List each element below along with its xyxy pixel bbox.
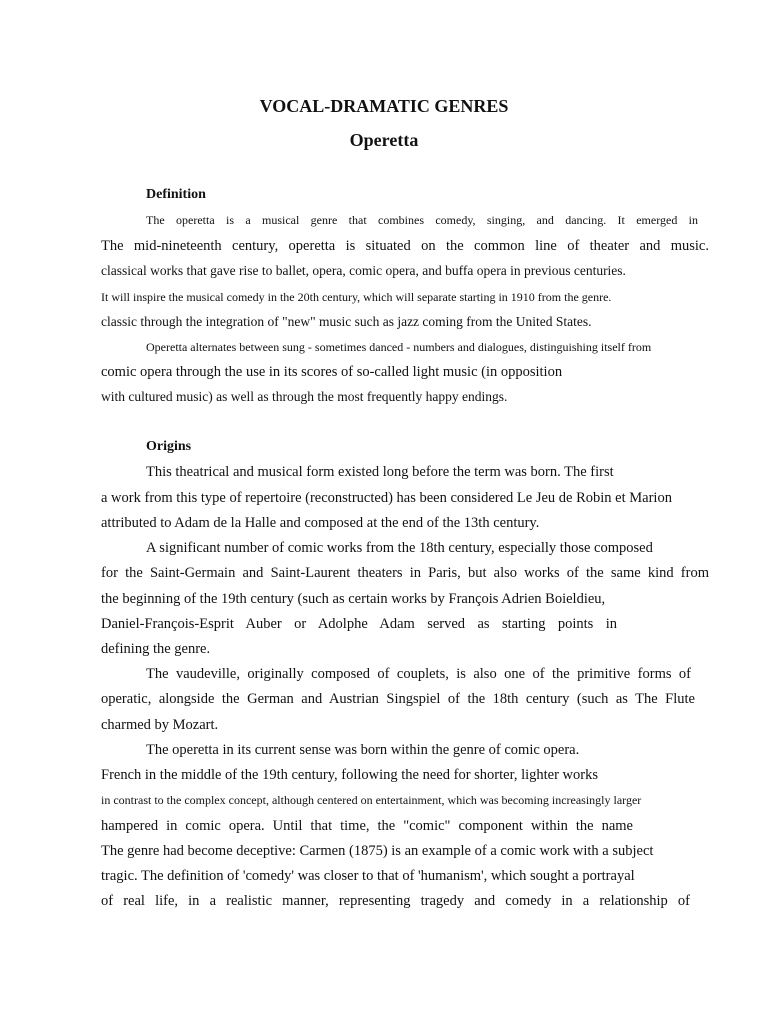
paragraph-line: A significant number of comic works from the 18th century, especially those composed [146, 540, 653, 556]
paragraph-line: classical works that gave rise to ballet, opera, comic opera, and buffa opera in previous centuries. [101, 263, 626, 278]
document-title: VOCAL-DRAMATIC GENRES [259, 96, 509, 116]
paragraph-line: with cultured music) as well as through the most frequently happy endings. [101, 389, 508, 404]
paragraph-line: Daniel-François-Esprit Auber or Adolphe Adam served as starting points in [101, 616, 617, 632]
paragraph-line: This theatrical and musical form existed long before the term was born. The first [146, 464, 614, 480]
paragraph-line: The vaudeville, originally composed of couplets, is also one of the primitive forms of [146, 666, 691, 682]
paragraph-line: tragic. The definition of 'comedy' was closer to that of 'humanism', which sought a portrayal [101, 868, 635, 884]
paragraph-line: comic opera through the use in its scores of so-called light music (in opposition [101, 364, 563, 380]
paragraph-line: The genre had become deceptive: Carmen (1875) is an example of a comic work with a subject [101, 843, 654, 859]
paragraph-line: operatic, alongside the German and Austrian Singspiel of the 18th century (such as The Flute [101, 691, 695, 707]
section-heading-definition: Definition [146, 187, 206, 202]
paragraph-line: for the Saint-Germain and Saint-Laurent theaters in Paris, but also works of the same kind from [101, 565, 709, 581]
paragraph-line: of real life, in a realistic manner, representing tragedy and comedy in a relationship of [101, 893, 690, 909]
paragraph-line: defining the genre. [101, 641, 211, 657]
paragraph-line: attributed to Adam de la Halle and composed at the end of the 13th century. [101, 515, 540, 531]
paragraph-line: The mid-nineteenth century, operetta is situated on the common line of theater and music. [101, 238, 709, 254]
paragraph-line: classic through the integration of "new" music such as jazz coming from the United States. [101, 314, 592, 329]
paragraph-line: Operetta alternates between sung - sometimes danced - numbers and dialogues, distinguishing itself from [146, 340, 652, 354]
paragraph-line: French in the middle of the 19th century, following the need for shorter, lighter works [101, 767, 598, 783]
paragraph-line: a work from this type of repertoire (reconstructed) has been considered Le Jeu de Robin et Marion [101, 490, 672, 506]
paragraph-line: in contrast to the complex concept, although centered on entertainment, which was becoming increasingly larger [101, 793, 642, 807]
paragraph-line: It will inspire the musical comedy in the 20th century, which will separate starting in 1910 from the genre. [101, 290, 612, 304]
section-heading-origins: Origins [146, 439, 192, 454]
paragraph-line: The operetta in its current sense was born within the genre of comic opera. [146, 742, 580, 758]
paragraph-line: charmed by Mozart. [101, 717, 219, 733]
paragraph-line: hampered in comic opera. Until that time, the "comic" component within the name [101, 818, 633, 834]
paragraph-line: the beginning of the 19th century (such as certain works by François Adrien Boieldieu, [101, 591, 606, 607]
paragraph-line: The operetta is a musical genre that combines comedy, singing, and dancing. It emerged in [146, 213, 698, 227]
document-subtitle: Operetta [349, 130, 419, 150]
